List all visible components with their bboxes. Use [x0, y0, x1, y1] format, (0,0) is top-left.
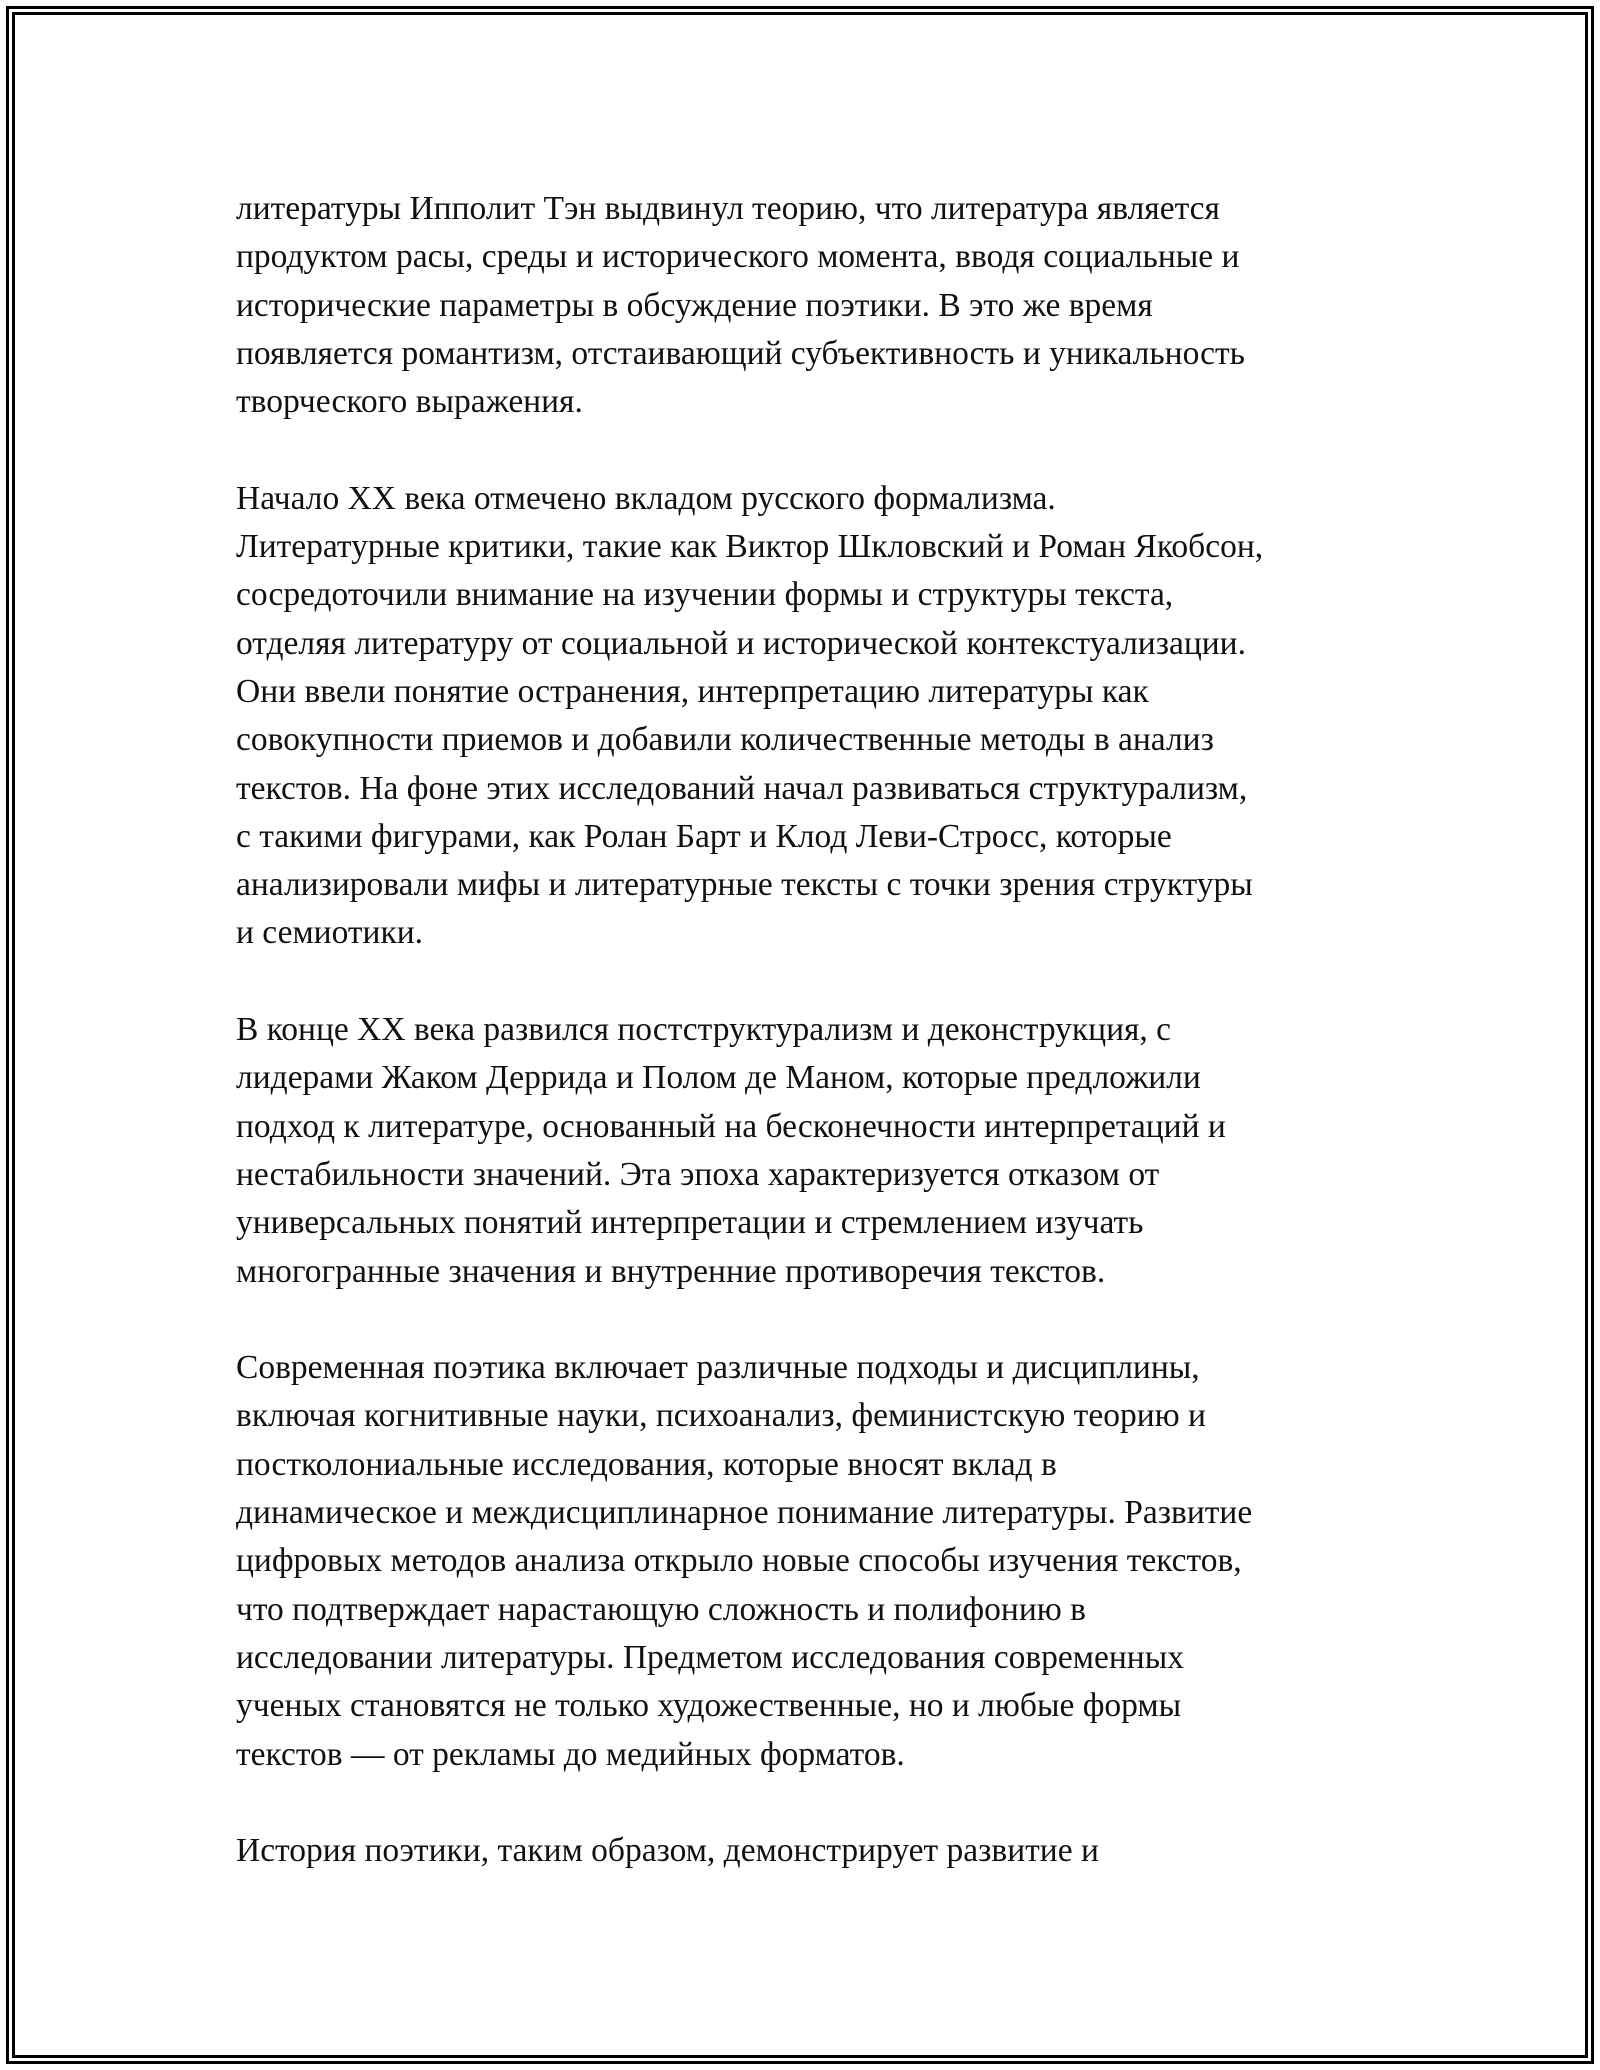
paragraph — [236, 1827, 1376, 1875]
text-line: История поэтики, таким образом, демонстрирует развитие и — [236, 1832, 1099, 1870]
paragraph — [236, 1006, 1376, 1296]
text-line: исторические параметры в обсуждение поэтики. В это же время — [236, 286, 1153, 324]
text-line: подход к литературе, основанный на бесконечности интерпретаций и — [236, 1107, 1226, 1145]
text-line: сосредоточили внимание на изучении формы и структуры текста, — [236, 576, 1174, 614]
text-line: цифровых методов анализа открыло новые способы изучения текстов, — [236, 1542, 1242, 1580]
paragraph — [236, 185, 1376, 426]
text-line: отделяя литературу от социальной и исторической контекстуализации. — [236, 624, 1246, 662]
text-line: Они ввели понятие остранения, интерпретацию литературы как — [236, 672, 1149, 710]
paragraph — [236, 1344, 1376, 1779]
text-line: Литературные критики, такие как Виктор Шкловский и Роман Якобсон, — [236, 528, 1264, 566]
text-line: многогранные значения и внутренние противоречия текстов. — [236, 1252, 1106, 1290]
text-line: лидерами Жаком Деррида и Полом де Маном, которые предложили — [236, 1059, 1201, 1097]
text-line: динамическое и междисциплинарное понимание литературы. Развитие — [236, 1494, 1253, 1532]
text-line: литературы Ипполит Тэн выдвинул теорию, что литература является — [236, 190, 1220, 227]
text-line: включая когнитивные науки, психоанализ, феминистскую теорию и — [236, 1397, 1206, 1435]
text-line: исследовании литературы. Предметом исследования современных — [236, 1638, 1184, 1676]
text-line: Начало XX века отмечено вкладом русского формализма. — [236, 479, 1056, 517]
text-line: Современная поэтика включает различные подходы и дисциплины, — [236, 1349, 1200, 1387]
document-body — [236, 185, 1376, 1924]
text-line: с такими фигурами, как Ролан Барт и Клод Леви-Стросс, которые — [236, 817, 1172, 855]
text-line: постколониальные исследования, которые вносят вклад в — [236, 1445, 1057, 1483]
text-line: В конце XX века развился постструктурализм и деконструкция, с — [236, 1011, 1172, 1049]
text-line: и семиотики. — [236, 914, 424, 952]
text-line: универсальных понятий интерпретации и стремлением изучать — [236, 1204, 1144, 1242]
text-line: появляется романтизм, отстаивающий субъективность и уникальность — [236, 334, 1245, 372]
text-line: текстов — от рекламы до медийных форматов. — [236, 1735, 905, 1773]
paragraph — [236, 475, 1376, 958]
text-line: совокупности приемов и добавили количественные методы в анализ — [236, 721, 1214, 759]
text-line: текстов. На фоне этих исследований начал развиваться структурализм, — [236, 769, 1248, 807]
text-line: творческого выражения. — [236, 383, 583, 421]
text-line: что подтверждает нарастающую сложность и полифонию в — [236, 1590, 1086, 1628]
text-line: анализировали мифы и литературные тексты с точки зрения структуры — [236, 866, 1253, 904]
text-line: ученых становятся не только художественные, но и любые формы — [236, 1687, 1182, 1725]
text-line: нестабильности значений. Эта эпоха характеризуется отказом от — [236, 1155, 1160, 1193]
text-line: продуктом расы, среды и исторического момента, вводя социальные и — [236, 238, 1240, 276]
